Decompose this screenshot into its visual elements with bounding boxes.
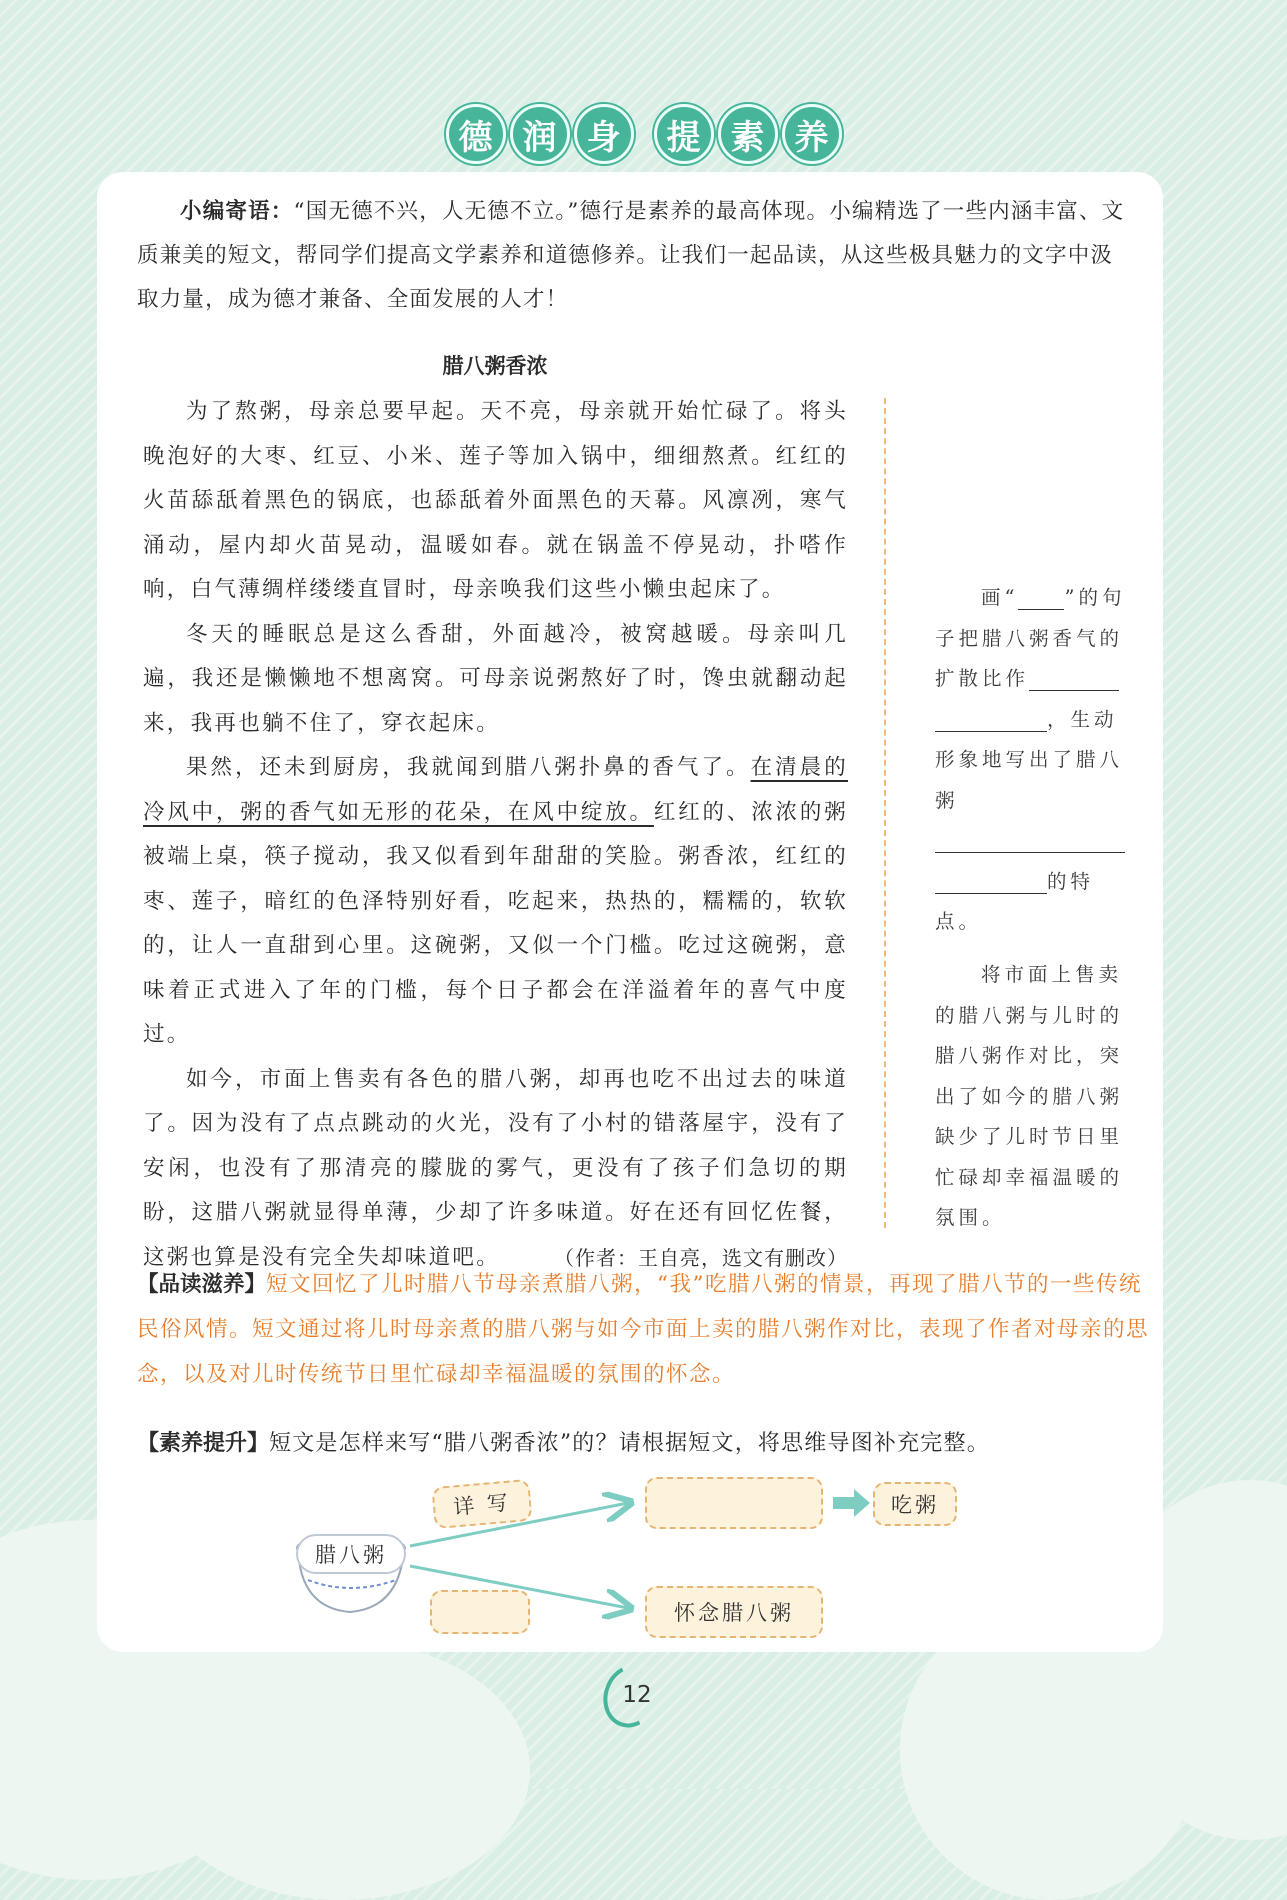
thick-arrow — [833, 1489, 870, 1517]
mindmap-center-label: 腊八粥 — [296, 1534, 406, 1574]
question-label: 【素养提升】 — [137, 1431, 270, 1456]
article-paragraph: 冬天的睡眠总是这么香甜，外面越冷，被窝越暖。母亲叫几遍，我还是懒懒地不想离窝。可母亲说粥熬好了时，馋虫就翻动起来，我再也躺不住了，穿衣起床。 — [143, 621, 848, 736]
article-paragraph: 为了熬粥，母亲总要早起。天不亮，母亲就开始忙碌了。将头晚泡好的大枣、红豆、小米、莲子等加入锅中，细细熬煮。红红的火苗舔舐着黑色的锅底，也舔舐着外面黑色的天幕。风凛冽，寒气涌动，屋内却火苗晃动，温暖如春。就在锅盖不停晃动，扑嗒作响，白气薄绸样缕缕直冒时，母亲唤我们这些小懒虫起床了。 — [143, 399, 848, 602]
side-note-text: ，生动形象地写出了腊八粥 — [935, 707, 1124, 812]
side-note-text: 将市面上售卖的腊八粥与儿时的腊八粥作对比，突出了如今的腊八粥缺少了儿时节日里忙碌却幸福温暖的氛围。 — [935, 963, 1124, 1229]
article-text: 果然，还未到厨房，我就闻到腊八粥扑鼻的香气了。 — [186, 755, 751, 780]
article-text: 红红的、浓浓的粥被端上桌，筷子搅动，我又似看到年甜甜的笑脸。粥香浓，红红的枣、莲子，暗红的色泽特别好看，吃起来，热热的，糯糯的，软软的，让人一直甜到心里。这碗粥，又似一个门槛。吃过这碗粥，意味着正式进入了年的门槛，每个日子都会在洋溢着年的喜气中度过。 — [143, 799, 848, 1047]
banner-char: 身 — [574, 104, 634, 164]
mindmap-blank-node[interactable] — [430, 1590, 530, 1634]
side-note-text: 的特点。 — [935, 869, 1095, 933]
editor-note-text: “国无德不兴，人无德不立。”德行是素养的最高体现。小编精选了一些内涵丰富、文质兼美的短文，帮同学们提高文学素养和道德修养。让我们一起品读，从这些极具魅力的文字中汲取力量，成为德才兼备、全面发展的人才！ — [137, 199, 1125, 312]
underlined-sentence: 在清晨的冷风中，粥的香气如无形的花朵，在风中绽放。 — [143, 755, 849, 825]
page-number: 12 — [622, 1682, 652, 1708]
article-source: （作者：王自亮，选文有删改） — [554, 1245, 848, 1270]
side-note-text: ”的句子把腊八粥香气的扩散比作 — [935, 586, 1126, 690]
mindmap-detail-node: 详 写 — [431, 1479, 532, 1529]
mindmap-miss-node: 怀念腊八粥 — [645, 1586, 823, 1638]
mindmap-eat-node: 吃粥 — [873, 1482, 957, 1526]
article-text: 如今，市面上售卖有各色的腊八粥，却再也吃不出过去的味道了。因为没有了点点跳动的火光，没有了小村的错落屋宇，没有了安闲，也没有了那清亮的朦胧的雾气，更没有了孩子们急切的期盼，这腊八粥就显得单薄，少却了许多味道。好在还有回忆佐餐，这粥也算是没有完全失却味道吧。 — [143, 1066, 848, 1270]
side-note-text: 画“ — [981, 586, 1019, 609]
reading-text: 短文回忆了儿时腊八节母亲煮腊八粥，“我”吃腊八粥的情景，再现了腊八节的一些传统民俗风情。短文通过将儿时母亲煮的腊八粥与如今市面上卖的腊八粥作对比，表现了作者对母亲的思念，以及对儿时传统节日里忙碌却幸福温暖的氛围的怀念。 — [137, 1272, 1150, 1387]
banner-char: 提 — [654, 104, 714, 164]
reading-label: 【品读滋养】 — [137, 1272, 267, 1297]
article-title: 腊八粥香浓 — [442, 354, 548, 378]
banner-char: 德 — [446, 104, 506, 164]
mindmap-blank-node[interactable] — [645, 1477, 823, 1529]
banner-char: 润 — [510, 104, 570, 164]
banner-char: 素 — [718, 104, 778, 164]
question-text: 短文是怎样来写“腊八粥香浓”的？请根据短文，将思维导图补充完整。 — [269, 1431, 990, 1456]
banner-char: 养 — [782, 104, 842, 164]
editor-note-label: 小编寄语： — [180, 199, 294, 224]
